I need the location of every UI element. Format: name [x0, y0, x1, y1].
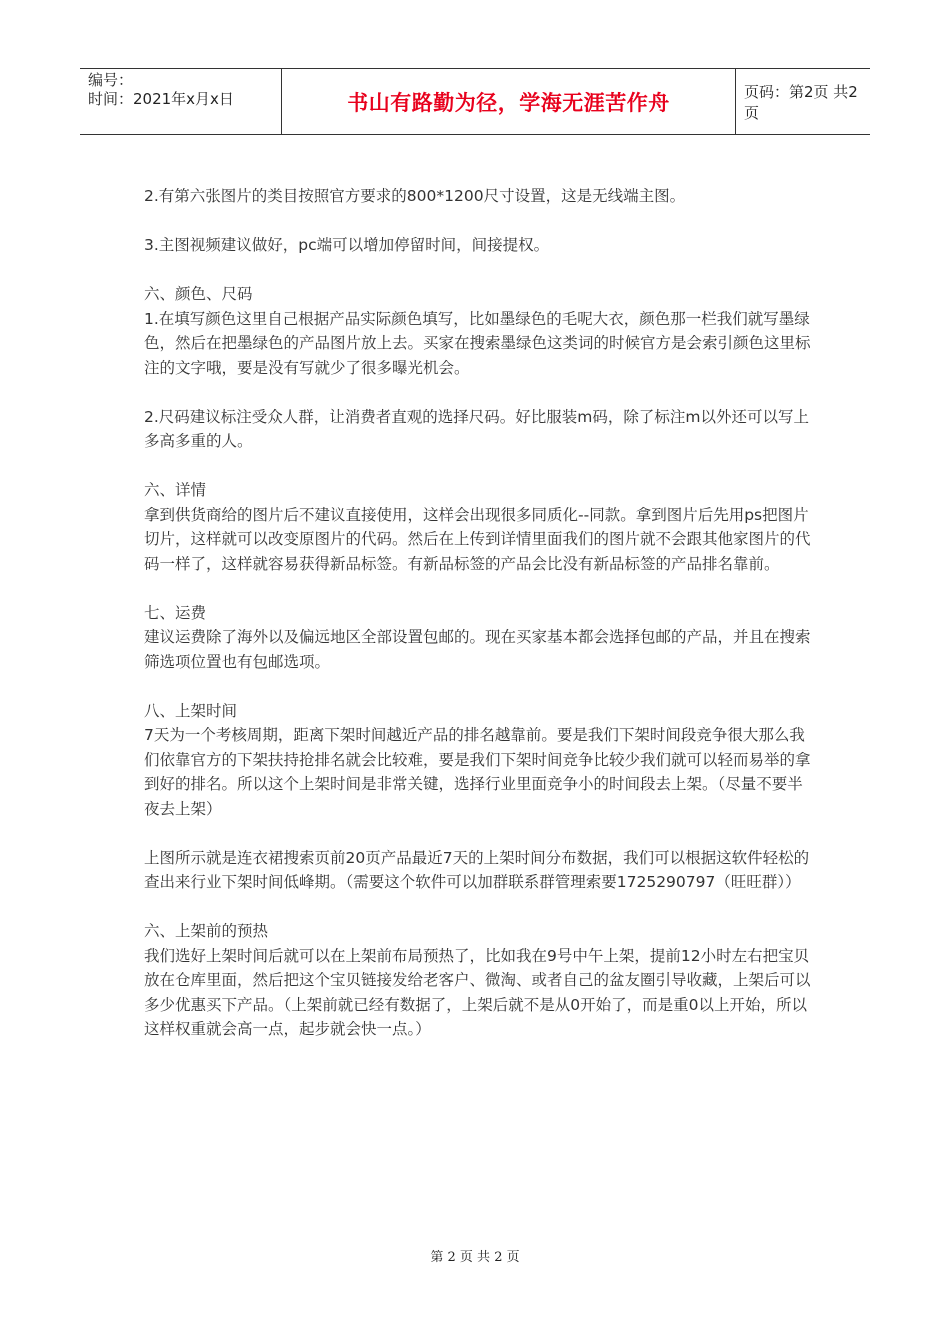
document-body — [144, 184, 814, 1066]
document-time-label: 时间：2021年x月x日 — [88, 90, 234, 108]
page-header — [80, 68, 870, 135]
footer-page-number: 第 2 页 共 2 页 — [430, 1250, 520, 1265]
paragraph: 八、上架时间 7天为一个考核周期，距离下架时间越近产品的排名越靠前。要是我们下架时间段竞争很大那么我们依靠官方的下架扶持抢排名就会比较难，要是我们下架时间竞争比较少我们就可以轻而易举的拿到好的排名。所以这个上架时间是非常关键，选择行业里面竞争小的时间段去上架。（尽量不要半夜去上架） — [144, 701, 811, 818]
paragraph: 2.尺码建议标注受众人群，让消费者直观的选择尺码。好比服装m码，除了标注m以外还可以写上多高多重的人。 — [144, 407, 809, 450]
paragraph: 六、颜色、尺码 1.在填写颜色这里自己根据产品实际颜色填写，比如墨绿色的毛呢大衣，颜色那一栏我们就写墨绿色，然后在把墨绿色的产品图片放上去。买家在搜索墨绿色这类词的时候官方是会索引颜色这里标注的文字哦，要是没有写就少了很多曝光机会。 — [144, 285, 811, 377]
page-footer — [0, 1246, 950, 1265]
header-motto-cell — [282, 69, 736, 134]
paragraph: 六、上架前的预热 我们选好上架时间后就可以在上架前布局预热了，比如我在9号中午上架，提前12小时左右把宝贝放在仓库里面，然后把这个宝贝链接发给老客户、微淘、或者自己的盆友圈引导收藏，上架后可以多少优惠买下产品。（上架前就已经有数据了，上架后就不是从0开始了，而是重0以上开始，所以这样权重就会高一点，起步就会快一点。） — [144, 922, 811, 1038]
header-motto: 书山有路勤为径，学海无涯苦作舟 — [347, 90, 670, 115]
header-page-number: 页码：第2页 共2页 — [744, 82, 858, 122]
header-meta — [80, 69, 282, 134]
paragraph: 六、详情 拿到供货商给的图片后不建议直接使用，这样会出现很多同质化--同款。拿到图片后先用ps把图片切片，这样就可以改变原图片的代码。然后在上传到详情里面我们的图片就不会跟其他家图片的代码一样了，这样就容易获得新品标签。有新品标签的产品会比没有新品标签的产品排名靠前。 — [144, 481, 811, 573]
paragraph: 2.有第六张图片的类目按照官方要求的800*1200尺寸设置，这是无线端主图。 — [144, 187, 686, 205]
document-number-label: 编号： — [88, 71, 134, 89]
header-page-cell — [736, 69, 870, 134]
paragraph: 上图所示就是连衣裙搜索页前20页产品最近7天的上架时间分布数据，我们可以根据这软件轻松的查出来行业下架时间低峰期。（需要这个软件可以加群联系群管理索要1725290797（旺旺群）） — [144, 848, 810, 891]
paragraph: 七、运费 建议运费除了海外以及偏远地区全部设置包邮的。现在买家基本都会选择包邮的产品，并且在搜索筛选项位置也有包邮选项。 — [144, 603, 811, 671]
paragraph: 3.主图视频建议做好，pc端可以增加停留时间，间接提权。 — [144, 236, 550, 254]
